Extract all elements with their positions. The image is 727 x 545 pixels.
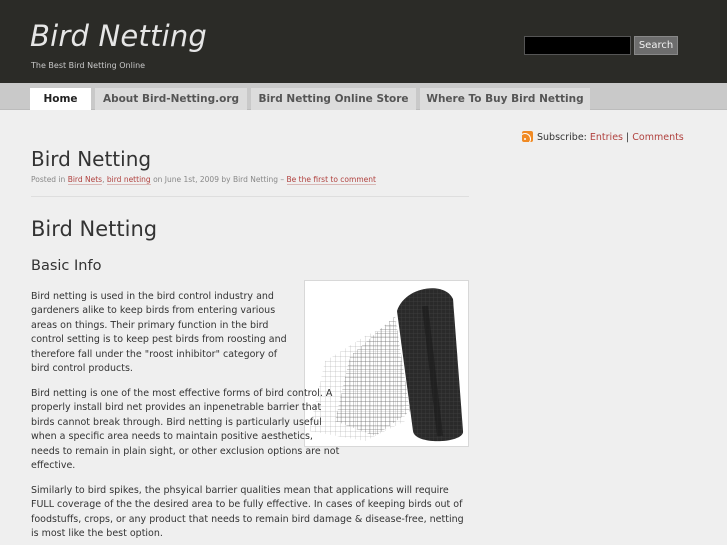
subscribe-label: Subscribe: (537, 132, 587, 143)
subscribe-comments-link[interactable]: Comments (632, 132, 684, 143)
post-meta (31, 175, 376, 184)
site-tagline: The Best Bird Netting Online (31, 61, 146, 70)
search-button[interactable]: Search (634, 36, 678, 55)
site-header (0, 0, 727, 83)
tab-online-store[interactable]: Bird Netting Online Store (251, 88, 416, 110)
category-separator: , (102, 175, 105, 184)
post-divider (31, 196, 469, 197)
post-title[interactable]: Bird Netting (31, 147, 152, 171)
subscribe-separator: | (626, 132, 630, 143)
post-date-author: on June 1st, 2009 by Bird Netting – (153, 175, 285, 184)
entry-heading: Bird Netting (31, 217, 158, 241)
tab-home[interactable]: Home (30, 88, 91, 110)
subscribe-bar (522, 131, 684, 143)
tab-where-to-buy[interactable]: Where To Buy Bird Netting (420, 88, 590, 110)
subscribe-entries-link[interactable]: Entries (589, 132, 623, 143)
posted-in-label: Posted in (31, 175, 66, 184)
paragraph-coverage: Similarly to bird spikes, the phsyical barrier qualities mean that applications will require FULL coverage of the the desired area to be fully effective. In cases of keeping birds out of foodstuffs, crops, or any product that needs to remain bird damage & disease-free, netting is most like the best option. (31, 485, 464, 540)
category-link-bird-nets[interactable]: Bird Nets (67, 175, 103, 184)
main-navigation (0, 83, 727, 110)
section-heading-basic-info: Basic Info (31, 258, 102, 274)
tab-about[interactable]: About Bird-Netting.org (95, 88, 247, 110)
paragraph-effectiveness: Bird netting is one of the most effective forms of bird control. A properly install bird net provides an inpenetrable barrier that birds cannot break through. Bird netting is particularly useful when a specific area needs to maintain positive aesthetics, needs to remain in plain sight, or other exclusion options are not effective. (31, 388, 340, 472)
category-link-bird-netting[interactable]: bird netting (106, 175, 151, 184)
rss-icon[interactable] (522, 131, 533, 142)
comment-link[interactable]: Be the first to comment (286, 175, 376, 184)
site-title[interactable]: Bird Netting (30, 19, 208, 53)
paragraph-intro: Bird netting is used in the bird control industry and gardeners alike to keep birds from entering various areas on things. Their primary function in the bird control setting is to keep pest birds from roosting and therefore fall under the "roost inhibitor" category of bird control products. (31, 291, 287, 375)
search-input[interactable] (524, 36, 631, 55)
